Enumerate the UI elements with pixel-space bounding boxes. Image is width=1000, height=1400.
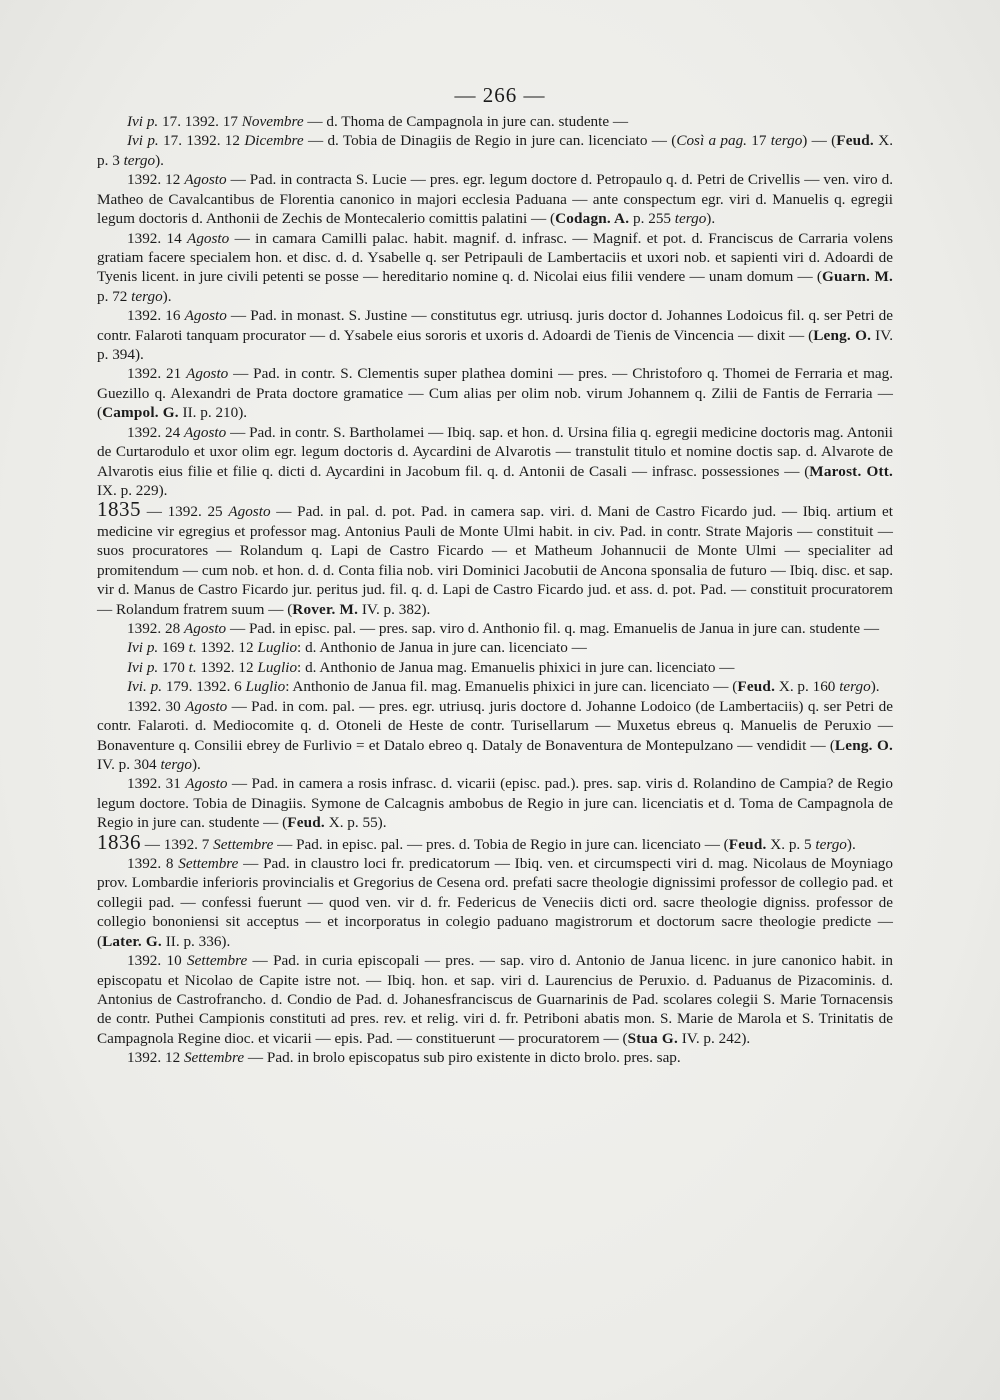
text-run: 1392. 12 bbox=[196, 658, 258, 676]
entry-paragraph bbox=[97, 170, 897, 228]
archive-citation: Leng. O. bbox=[813, 326, 872, 344]
text-run: — in camara Camilli palac. habit. magnif. d. infrasc. — Magnif. et pot. d. Franciscus de Carraria volens gratiam facere specialem hon. et disc. d. d. Ysabelle q. ser Petripauli de Lambertaciis et uxori nob. et sapienti viri d. Adoardi de Tyenis licent. in jure civili petenti se posse — hereditario nomine q. d. Nicolai eius filii vendere — unam domum — ( bbox=[97, 229, 897, 286]
italic-term: tergo bbox=[131, 287, 163, 305]
text-run: 1392. 16 bbox=[127, 307, 185, 325]
archive-citation: Feud. bbox=[287, 814, 325, 832]
text-run: IV. p. 382). bbox=[358, 600, 431, 618]
text-run: — Pad. in pal. d. pot. Pad. in camera sap. viri. d. Mani de Castro Ficardo jud. — Ibiq. artium et medicine vir egregius et professor mag. Antonius Pauli de Monte Ulmi habit. in civ. Pad. in contr. Strate Majoris — constituit — suos procuratores — Rolandum q. Lapi de Castro Ficardo — et Matheum Johannucii de Monte Ulmi — specialiter ad promitendum — cum nob. et hon. d. d. Conta filia nob. viri Dominici Jacobutii de Ancona sponsalia de futuro — Ibiq. disc. et sap. vir d. Manus de Castro Ficardo jur. peritus jud. fil. q. d. Lapi de Castro Ficardo jud. et ass. d. pot. Pad. — constituit procuratorem — Rolandum fratrem suum — ( bbox=[97, 503, 897, 618]
text-run: : Anthonio de Janua fil. mag. Emanuelis phixici in jure can. licenciato — ( bbox=[285, 678, 738, 696]
italic-term: tergo bbox=[839, 678, 871, 696]
italic-term: Agosto bbox=[184, 307, 227, 325]
entry-paragraph bbox=[97, 619, 893, 638]
text-run: ). bbox=[162, 287, 172, 305]
text-run: 1392. 10 bbox=[127, 952, 188, 970]
italic-term: t. bbox=[188, 658, 197, 676]
entry-paragraph bbox=[97, 364, 897, 422]
entry-paragraph bbox=[97, 497, 897, 619]
text-run: X. p. 55). bbox=[324, 814, 387, 832]
text-run: X. p. 160 bbox=[775, 678, 840, 696]
text-run: 1392. 30 bbox=[127, 697, 186, 715]
text-run: 1392. 31 bbox=[127, 775, 186, 793]
entry-paragraph bbox=[97, 131, 897, 170]
italic-term: Settembre bbox=[187, 952, 248, 970]
text-run: IV. p. 394). bbox=[97, 326, 897, 364]
italic-term: Agosto bbox=[228, 503, 271, 521]
page-number: — 266 — bbox=[454, 83, 546, 107]
entry-paragraph bbox=[97, 854, 897, 951]
italic-term: Agosto bbox=[185, 775, 228, 793]
text-run: — Pad. in camera a rosis infrasc. d. vicarii (episc. pad.). pres. sap. viris d. Rolandino de Campia? de Regio legum doctore. Tobia de Dinagiis. Symone de Calcagnis ambobus de Regio in jure can. licenciatis et d. Toma de Campagnola de Regio in jure can. studente — ( bbox=[97, 775, 897, 832]
italic-term: tergo bbox=[123, 151, 156, 169]
text-run: — Pad. in contr. S. Clementis super plathea domini — pres. — Christoforo q. Thomei de Ferraria et mag. Guezillo q. Alexandri de Prata doctore gramatice — Cum alias per olim nob. virum Johannem q. Zilii de Fantis de Ferraria — ( bbox=[97, 365, 897, 422]
text-run: 1392. 28 bbox=[127, 619, 184, 637]
text-run: ). bbox=[155, 151, 164, 169]
entry-paragraph bbox=[97, 677, 893, 696]
text-run: 1392. 14 bbox=[127, 229, 188, 247]
entry-paragraph bbox=[97, 774, 897, 832]
italic-term: Agosto bbox=[184, 423, 227, 441]
text-run: 170 bbox=[158, 658, 189, 676]
document-body bbox=[97, 112, 897, 1068]
italic-term: Settembre bbox=[183, 1049, 245, 1067]
text-run: ). bbox=[191, 755, 201, 773]
text-run: ) — ( bbox=[802, 132, 837, 150]
text-run: 1392. 24 bbox=[127, 423, 185, 441]
italic-term: Luglio bbox=[257, 658, 298, 676]
text-run: 1392. 12 bbox=[127, 171, 185, 189]
entry-number: 1836 bbox=[97, 829, 141, 854]
text-run: — Pad. in claustro loci fr. predicatorum — Ibiq. ven. et circumspecti viri d. mag. Nicolaus de Moyniago prov. Lombardie inferioris provincialis et Gregorius de Cesena ord. prefati sacre theologie dignissimi professor de collegio pad. et collegii pad. — confessi fuerunt — quod ven. vir d. fr. Federicus de Veneciis dicti ord. sacre theologie digniss. professor de collegio bononiensi sit acceptus — et incorporatus in colegio paduano magistrorum et doctorum sacre theologie predicte — ( bbox=[97, 855, 897, 950]
entry-paragraph bbox=[97, 1048, 893, 1067]
italic-term: Agosto bbox=[186, 365, 229, 383]
text-run: — Pad. in contr. S. Bartholamei — Ibiq. sap. et hon. d. Ursina filia q. egregii medicine doctoris mag. Antonii de Curtarodulo et uxor olim egr. legum doctoris d. Aycardini de Alvarotis — transtulit titulo et nomine doctis sap. d. Alvarote de Alvarotis eius filie et filie q. dicti d. Aycardini in Jacobum fil. q. d. Antonii de Casali — infrasc. possessiones — ( bbox=[97, 423, 897, 480]
text-run: — d. Thoma de Campagnola in jure can. studente — bbox=[303, 113, 629, 130]
text-run: X. p. 3 bbox=[97, 132, 897, 169]
text-run: — Pad. in brolo episcopatus sub piro existente in dicto brolo. pres. sap. bbox=[244, 1049, 681, 1067]
text-run: IX. p. 229). bbox=[97, 462, 897, 500]
text-run: — Pad. in curia episcopali — pres. — sap. viro d. Antonio de Janua licenc. in jure canonico habit. in episcopatu et Nicolao de Capite istre not. — Ibiq. hon. et sap. viri d. Laurencius de Peruxio. d. Paduanus de Pizacominis. d. Antonius de Castrofrancho. d. Condio de Pad. d. Johanesfranciscus de Guarnarinis de Pad. scolares colegii S. Marie Tornacensis de contr. Puthei Campionis constituti ad pres. rev. et relig. viri d. fr. Petriboni abatis mon. S. Marie de Marola et S. Trinitatis de Campagnola Regine dioc. et vicarii — epis. Pad. — constituerunt — procuratorem — ( bbox=[97, 952, 897, 1047]
text-run: 17. 1392. 17 bbox=[158, 113, 242, 130]
entry-paragraph bbox=[97, 229, 897, 307]
archive-citation: Leng. O. bbox=[834, 736, 893, 754]
italic-term: t. bbox=[188, 639, 197, 657]
text-run: 17. 1392. 12 bbox=[158, 132, 245, 150]
archive-citation: Stua G. bbox=[627, 1029, 678, 1047]
text-run: IV. p. 304 bbox=[97, 736, 897, 773]
entry-paragraph bbox=[97, 658, 893, 677]
archive-citation: Rover. M. bbox=[292, 600, 359, 618]
text-run: 1392. 12 bbox=[196, 639, 258, 657]
text-run: 1392. 8 bbox=[127, 855, 179, 873]
archive-citation: Feud. bbox=[728, 835, 767, 853]
italic-term: Ivi p. bbox=[127, 639, 159, 657]
text-run: p. 255 bbox=[629, 210, 675, 228]
italic-term: Agosto bbox=[185, 697, 228, 715]
entry-paragraph bbox=[97, 112, 893, 131]
text-run: ). bbox=[846, 835, 856, 853]
entry-paragraph bbox=[97, 306, 897, 364]
italic-term: Ivi p. bbox=[127, 113, 159, 130]
italic-term: Ivi. p. bbox=[127, 678, 163, 696]
italic-term: Novembre bbox=[241, 113, 304, 130]
text-run: — Pad. in contracta S. Lucie — pres. egr. legum doctore d. Petropaulo q. d. Petri de Crivellis — ven. viro d. Matheo de Cavalcantibus de Florentia canonico in majori ecclesia Paduana — ante conspectum egr. viri d. Manuelis q. egregii legum doctoris d. Anthonii de Zechis de Montecalerio comittis palatini — ( bbox=[97, 171, 897, 228]
text-run: — d. Tobia de Dinagiis de Regio in jure can. licenciato — ( bbox=[303, 132, 677, 150]
text-run: II. p. 210). bbox=[178, 404, 248, 422]
entry-paragraph bbox=[97, 951, 897, 1048]
text-run: 169 bbox=[158, 639, 189, 657]
archive-citation: Feud. bbox=[836, 132, 874, 150]
text-run: II. p. 336). bbox=[161, 932, 231, 950]
text-run: — 1392. 7 bbox=[141, 835, 214, 853]
italic-term: Così a pag. bbox=[676, 132, 747, 150]
entry-paragraph bbox=[97, 697, 897, 775]
archive-citation: Codagn. A. bbox=[555, 210, 630, 228]
text-run: : d. Anthonio de Janua mag. Emanuelis phixici in jure can. licenciato — bbox=[297, 658, 735, 676]
italic-term: Settembre bbox=[178, 855, 239, 873]
text-run: — Pad. in episc. pal. — pres. sap. viro d. Anthonio fil. q. mag. Emanuelis de Janua in jure can. studente — bbox=[226, 619, 880, 637]
archive-citation: Feud. bbox=[737, 678, 776, 696]
italic-term: Settembre bbox=[213, 835, 274, 853]
text-run: 1392. 21 bbox=[127, 365, 187, 383]
text-run: ). bbox=[870, 678, 880, 696]
italic-term: Ivi p. bbox=[127, 132, 159, 150]
italic-term: tergo bbox=[815, 835, 847, 853]
italic-term: Ivi p. bbox=[127, 658, 159, 676]
text-run: IV. p. 242). bbox=[677, 1029, 751, 1047]
text-run: — 1392. 25 bbox=[141, 503, 229, 521]
text-run: : d. Anthonio de Janua in jure can. licenciato — bbox=[297, 639, 587, 657]
italic-term: tergo bbox=[674, 210, 707, 228]
italic-term: Agosto bbox=[187, 229, 230, 247]
italic-term: Luglio bbox=[257, 639, 298, 657]
archive-citation: Campol. G. bbox=[102, 404, 179, 422]
italic-term: Agosto bbox=[183, 619, 227, 637]
archive-citation: Guarn. M. bbox=[821, 268, 893, 286]
italic-term: tergo bbox=[770, 132, 803, 150]
text-run: 1392. 12 bbox=[127, 1049, 184, 1067]
italic-term: Dicembre bbox=[244, 132, 304, 150]
entry-paragraph bbox=[97, 829, 893, 854]
italic-term: Luglio bbox=[245, 678, 286, 696]
text-run: X. p. 5 bbox=[766, 835, 816, 853]
text-run: — Pad. in monast. S. Justine — constitutus egr. utriusq. juris doctor d. Johannes Lodoicus fil. q. ser Petri de contr. Falaroti tanquam procurator — d. Ysabele eius sororis et uxoris d. Adoardi de Tienis de Vincencia — dixit — ( bbox=[97, 307, 897, 344]
text-run: — Pad. in com. pal. — pres. egr. utriusq. juris doctore d. Johanne Lodoico (de Lambertaciis) q. ser Petri de contr. Falaroti. d. Mediocomite q. d. Otoneli de Heste de contr. Turisellarum — Muxetus ebreus q. Manuelis de Peruxio — Bonaventure q. Consilii ebrey de Furlivio = et Datalo ebreo q. Dataly de Bonaventura de Montepulzano — vendidit — ( bbox=[97, 697, 897, 754]
text-run: ). bbox=[706, 210, 716, 228]
italic-term: tergo bbox=[160, 755, 192, 773]
text-run: p. 72 bbox=[97, 268, 897, 305]
entry-paragraph bbox=[97, 423, 897, 501]
entry-number: 1835 bbox=[97, 497, 141, 522]
text-run: 17 bbox=[746, 132, 771, 150]
italic-term: Agosto bbox=[184, 171, 227, 189]
text-run: 179. 1392. 6 bbox=[162, 678, 246, 696]
entry-paragraph bbox=[97, 638, 893, 657]
archive-citation: Marost. Ott. bbox=[809, 462, 893, 480]
text-run: — Pad. in episc. pal. — pres. d. Tobia de Regio in jure can. licenciato — ( bbox=[273, 835, 729, 853]
archive-citation: Later. G. bbox=[102, 932, 162, 950]
